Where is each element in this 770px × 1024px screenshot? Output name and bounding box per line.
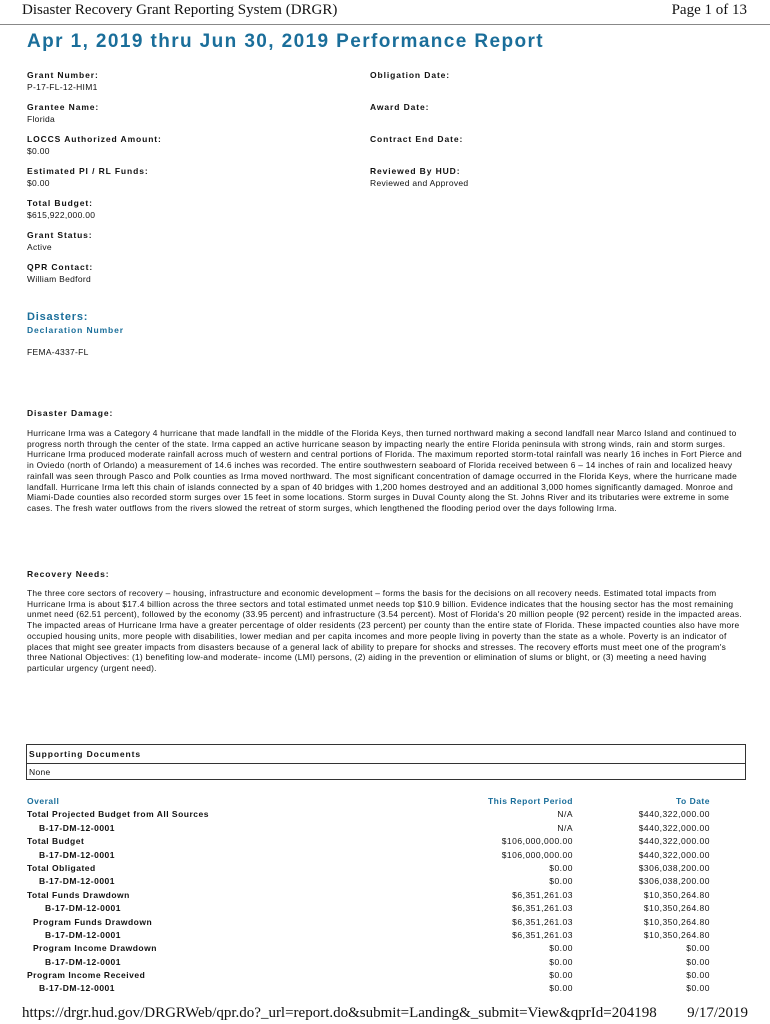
financial-row-this-period: $0.00 <box>549 876 573 887</box>
financial-row-to-date: $306,038,200.00 <box>638 876 710 887</box>
financial-header-row <box>27 795 713 808</box>
financial-row-to-date: $10,350,264.80 <box>643 916 710 927</box>
financial-row <box>27 889 713 902</box>
award-date-field <box>370 102 429 114</box>
supporting-documents-label: Supporting Documents <box>29 749 141 759</box>
financial-row-this-period: $0.00 <box>549 943 573 954</box>
financial-row-to-date: $10,350,264.80 <box>643 903 710 914</box>
financial-row-label: B-17-DM-12-0001 <box>39 849 115 860</box>
page-header <box>0 0 770 25</box>
grant-number-label: Grant Number: <box>27 70 99 80</box>
financial-summary-table <box>27 795 713 996</box>
grantee-name-value: Florida <box>27 114 56 124</box>
qpr-contact-field <box>27 262 93 284</box>
qpr-contact-value: William Bedford <box>27 274 92 284</box>
financial-row <box>27 956 713 969</box>
financial-row <box>27 969 713 982</box>
page-indicator: Page 1 of 13 <box>671 2 747 18</box>
financial-row-to-date: $0.00 <box>686 983 710 994</box>
declaration-number-label: Declaration Number <box>27 325 124 335</box>
supporting-documents-divider <box>27 763 745 764</box>
estimated-pi-field <box>27 166 149 188</box>
financial-row-label: Total Budget <box>27 836 85 847</box>
grant-number-value: P-17-FL-12-HIM1 <box>27 82 98 92</box>
financial-row-this-period: $6,351,261.03 <box>512 889 573 900</box>
financial-row-this-period: $6,351,261.03 <box>512 903 573 914</box>
report-url: https://drgr.hud.gov/DRGRWeb/qpr.do?_url=report.do&submit=Landing&_submit=View&qprId=204198 <box>22 1005 657 1021</box>
financial-row-to-date: $0.00 <box>686 970 710 981</box>
financial-row-to-date: $440,322,000.00 <box>638 836 710 847</box>
disaster-damage-text: Hurricane Irma was a Category 4 hurricane that made landfall in the middle of the Florida Keys, then turned northward making a second landfall near Marco Island and continued to progress north through the center of the state. Irma capped an active hurricane season by impacting nearly the entire Florida peninsula with strong winds, rain and storm surges. Hurricane Irma produced moderate rainfall across much of western and central portions of Florida. The maximum reported storm-total rainfall was nearly 16 inches in Fort Pierce and in Oviedo (north of Orlando) a measurement of 14.6 inches was recorded. The entire southwestern seaboard of Florida received between 6 – 14 inches of rain and localized heavy rainfall was seen through Pasco and Polk counties as Irma moved northward. The most significant concentration of damage occurred in the Florida Keys, where the hurricane made landfall. Hurricane Irma left this chain of islands connected by a span of 40 bridges with 1,200 homes destroyed and an additional 3,000 homes significantly damaged. Monroe and Miami-Dade counties also recorded storm surges over 15 feet in some locations. Storm surges in Duval County along the St. Johns River and its tributaries were extreme in some cases. The fresh water outflows from the rivers slowed the retreat of storm surges, which lengthened the flooding period over the days following Irma. <box>27 428 742 513</box>
declaration-number-value: FEMA-4337-FL <box>27 347 89 357</box>
financial-row-label: B-17-DM-12-0001 <box>39 876 115 887</box>
financial-row-label: B-17-DM-12-0001 <box>45 929 121 940</box>
grant-status-label: Grant Status: <box>27 230 93 240</box>
obligation-date-label: Obligation Date: <box>370 70 451 80</box>
financial-row-to-date: $440,322,000.00 <box>638 822 710 833</box>
grantee-name-field <box>27 102 99 124</box>
estimated-pi-label: Estimated PI / RL Funds: <box>27 166 149 176</box>
recovery-needs-text: The three core sectors of recovery – housing, infrastructure and economic development – forms the basis for the decisions on all recovery needs. Estimated total impacts from Hurricane Irma is about $17.4 billion across the three sectors and total estimated unmet needs top $10.9 billion. Evidence indicates that the housing sector has the most remaining unmet need (62.51 percent), followed by the economy (33.95 percent) and infrastructure (3.54 percent). Most of Florida's 20 million people (92 percent) reside in the impacted areas. The impacted areas of Hurricane Irma have a greater percentage of older residents (23 percent) per county than the entire state of Florida. These impacted counties also have more occupied housing units, more people with disabilities, lower median and per capita incomes and more people living in poverty than the state as a whole. Poverty is an indicator of places that might see greater impacts from disasters because of a general lack of ability to prepare for shocks and stresses. The recovery efforts must meet one of the program's three National Objectives: (1) benefiting low-and moderate- income (LMI) persons, (2) aiding in the prevention or elimination of slums or blight, or (3) meeting a need having particular urgency (urgent need). <box>27 588 742 673</box>
financial-row-to-date: $306,038,200.00 <box>638 862 710 873</box>
contract-end-date-field <box>370 134 463 146</box>
financial-row <box>27 808 713 821</box>
financial-row-this-period: N/A <box>557 809 573 820</box>
to-date-header: To Date <box>675 796 710 806</box>
financial-row-label: B-17-DM-12-0001 <box>39 822 115 833</box>
financial-row-this-period: $106,000,000.00 <box>501 836 573 847</box>
financial-row-label: B-17-DM-12-0001 <box>45 956 121 967</box>
overall-header: Overall <box>27 796 60 806</box>
financial-row-to-date: $0.00 <box>686 943 710 954</box>
financial-row <box>27 902 713 915</box>
page-footer <box>0 1004 770 1024</box>
financial-row-this-period: $0.00 <box>549 983 573 994</box>
financial-row-label: Program Funds Drawdown <box>33 916 153 927</box>
disasters-heading: Disasters: <box>27 311 89 323</box>
financial-row-this-period: $106,000,000.00 <box>501 849 573 860</box>
financial-row-this-period: N/A <box>557 822 573 833</box>
financial-row <box>27 942 713 955</box>
financial-row-this-period: $0.00 <box>549 956 573 967</box>
system-name: Disaster Recovery Grant Reporting System (DRGR) <box>22 2 338 18</box>
financial-row-to-date: $440,322,000.00 <box>638 849 710 860</box>
reviewed-by-hud-field <box>370 166 468 188</box>
loccs-amount-value: $0.00 <box>27 146 50 156</box>
qpr-contact-label: QPR Contact: <box>27 262 94 272</box>
financial-row <box>27 862 713 875</box>
financial-row-label: Program Income Received <box>27 970 146 981</box>
financial-row-to-date: $10,350,264.80 <box>643 889 710 900</box>
financial-row <box>27 822 713 835</box>
loccs-amount-field <box>27 134 162 156</box>
loccs-amount-label: LOCCS Authorized Amount: <box>27 134 162 144</box>
financial-row-this-period: $0.00 <box>549 862 573 873</box>
financial-row-label: B-17-DM-12-0001 <box>45 903 121 914</box>
financial-row <box>27 875 713 888</box>
report-title: Apr 1, 2019 thru Jun 30, 2019 Performance Report <box>27 31 545 52</box>
financial-row-to-date: $10,350,264.80 <box>643 929 710 940</box>
supporting-documents-box <box>26 744 746 780</box>
disaster-damage-label: Disaster Damage: <box>27 408 114 418</box>
supporting-documents-value: None <box>29 767 51 777</box>
financial-row-to-date: $0.00 <box>686 956 710 967</box>
reviewed-by-hud-label: Reviewed By HUD: <box>370 166 461 176</box>
financial-row <box>27 835 713 848</box>
financial-row-label: Total Projected Budget from All Sources <box>27 809 209 820</box>
total-budget-field <box>27 198 95 220</box>
financial-row-to-date: $440,322,000.00 <box>638 809 710 820</box>
financial-row <box>27 982 713 995</box>
grantee-name-label: Grantee Name: <box>27 102 100 112</box>
obligation-date-field <box>370 70 450 82</box>
financial-row <box>27 929 713 942</box>
financial-row-label: Program Income Drawdown <box>33 943 157 954</box>
financial-row-label: Total Funds Drawdown <box>27 889 130 900</box>
award-date-label: Award Date: <box>370 102 430 112</box>
total-budget-label: Total Budget: <box>27 198 93 208</box>
recovery-needs-label: Recovery Needs: <box>27 569 110 579</box>
grant-status-value: Active <box>27 242 52 252</box>
estimated-pi-value: $0.00 <box>27 178 50 188</box>
financial-row-this-period: $6,351,261.03 <box>512 929 573 940</box>
total-budget-value: $615,922,000.00 <box>27 210 96 220</box>
financial-row <box>27 849 713 862</box>
financial-row-label: Total Obligated <box>27 862 96 873</box>
financial-row-this-period: $0.00 <box>549 970 573 981</box>
grant-status-field <box>27 230 93 252</box>
financial-row-this-period: $6,351,261.03 <box>512 916 573 927</box>
grant-number-field <box>27 70 99 92</box>
this-period-header: This Report Period <box>487 796 573 806</box>
print-date: 9/17/2019 <box>687 1005 748 1021</box>
reviewed-by-hud-value: Reviewed and Approved <box>370 178 469 188</box>
contract-end-date-label: Contract End Date: <box>370 134 464 144</box>
financial-row-label: B-17-DM-12-0001 <box>39 983 115 994</box>
financial-row <box>27 916 713 929</box>
